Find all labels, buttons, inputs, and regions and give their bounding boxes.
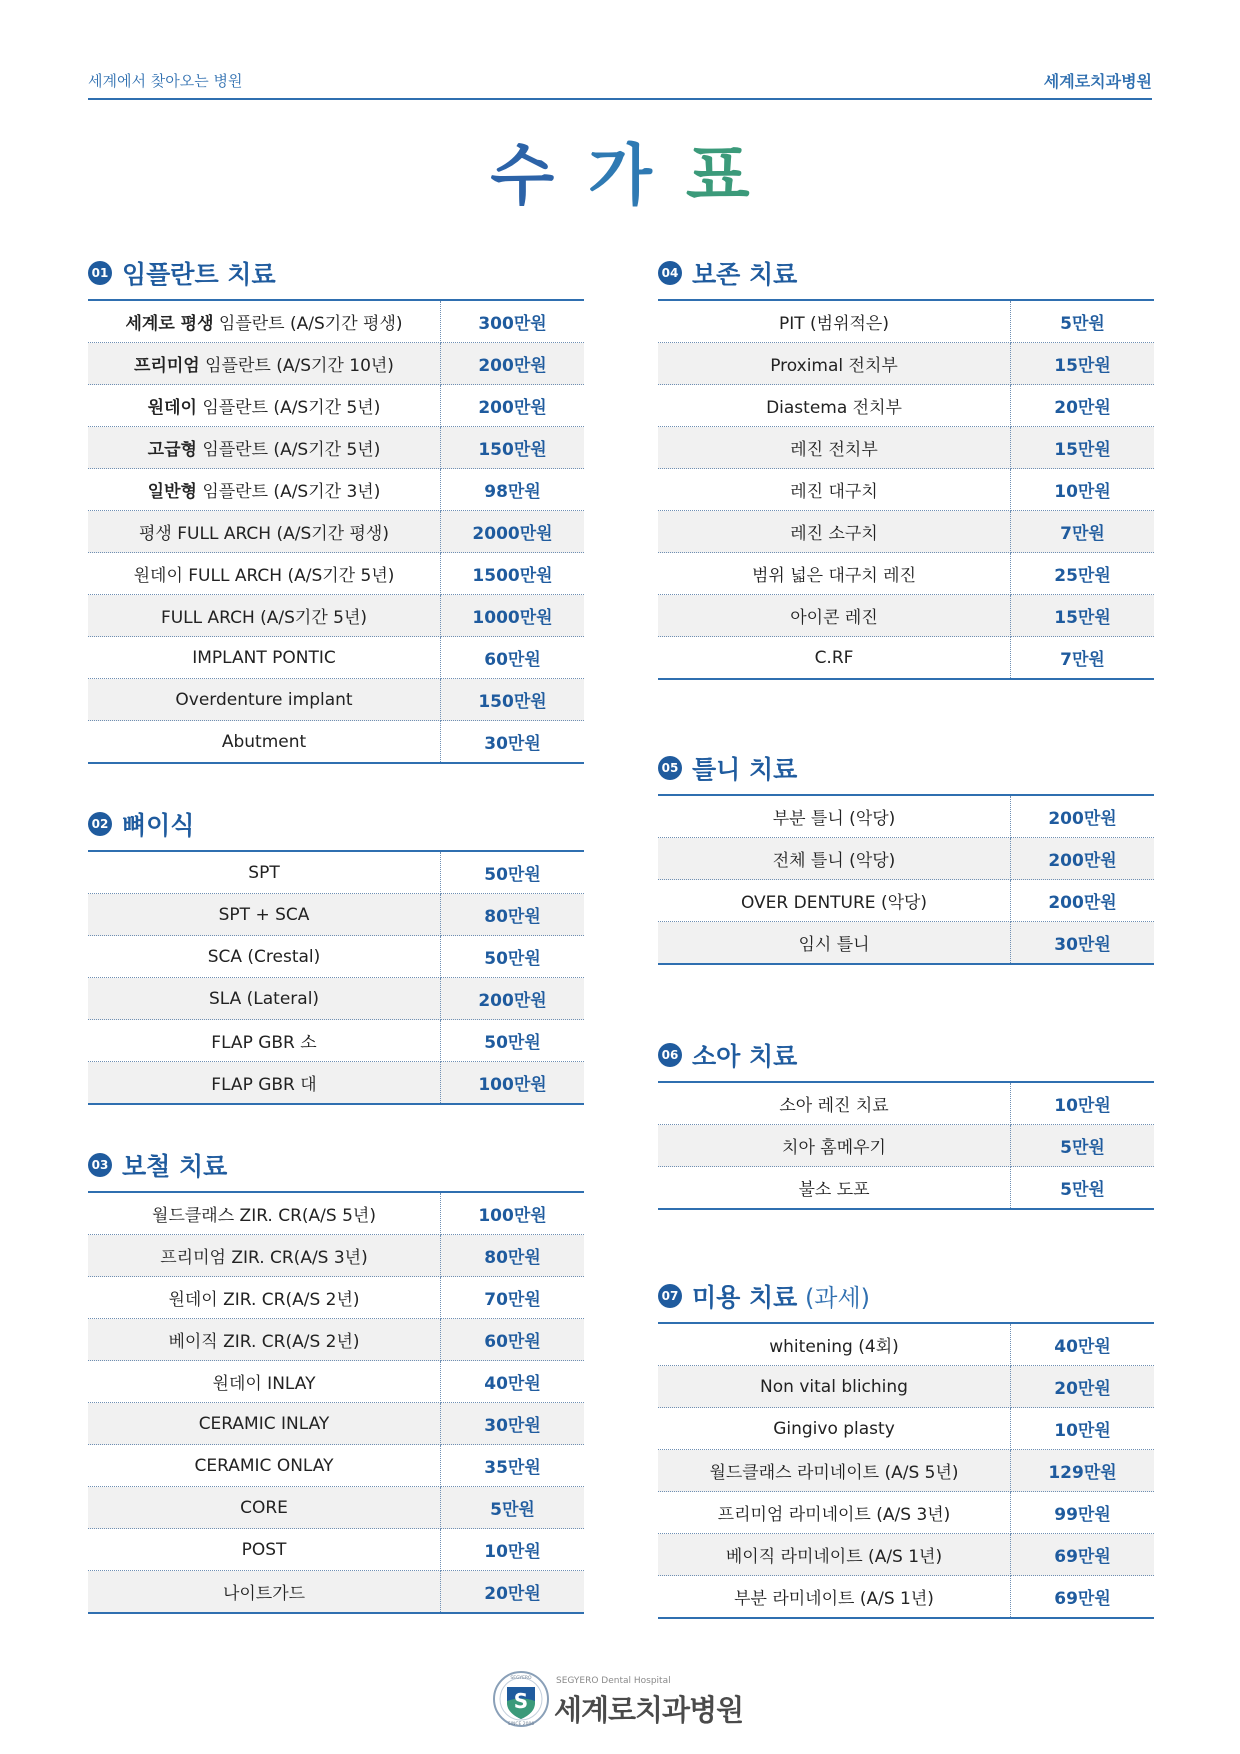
treatment-label: SPT + SCA [218,904,310,925]
treatment-name [88,978,441,1020]
treatment-grade: 프리미엄 [134,356,200,376]
price-row [658,838,1154,880]
section-02 [88,804,584,1105]
page-title-char-1: 수 [490,137,589,214]
treatment-label: SPT [248,862,280,883]
treatment-label: 레진 소구치 [790,524,878,544]
section-title [122,806,194,842]
price-row [88,343,584,385]
treatment-price: 300만원 [441,300,585,343]
section-title [122,255,276,291]
section-number-badge: 02 [88,812,112,836]
treatment-name [658,385,1011,427]
section-title-text: 미용 치료 [692,1283,798,1312]
treatment-grade: 고급형 [147,440,197,460]
price-row [88,1277,584,1319]
treatment-name [88,595,441,637]
treatment-label: 평생 FULL ARCH (A/S기간 평생) [139,524,389,544]
treatment-price: 20만원 [1011,1366,1155,1408]
treatment-label: 원데이 INLAY [212,1374,316,1394]
price-row [88,1192,584,1235]
treatment-label: 전체 틀니 (악당) [772,851,896,871]
price-row [658,1125,1154,1167]
treatment-name [88,637,441,679]
section-title-text: 임플란트 치료 [122,260,276,289]
section-title-text: 틀니 치료 [692,755,798,784]
treatment-name [658,553,1011,595]
treatment-price: 5만원 [441,1487,585,1529]
emblem-bottom-text: SINCE 2006 [507,1722,535,1727]
treatment-label: 임플란트 (A/S기간 평생) [213,314,403,334]
treatment-price: 150만원 [441,427,585,469]
treatment-price: 80만원 [441,1235,585,1277]
section-title [692,255,797,291]
treatment-name [88,1403,441,1445]
treatment-price: 40만원 [1011,1323,1155,1366]
section-06 [658,1035,1154,1210]
treatment-label: FLAP GBR 소 [211,1033,317,1053]
treatment-name [658,1125,1011,1167]
treatment-name [88,1319,441,1361]
price-row [658,595,1154,637]
section-number-badge: 03 [88,1153,112,1177]
treatment-name [88,851,441,894]
price-row [658,427,1154,469]
section-title-text: 보존 치료 [692,260,798,289]
treatment-price: 100만원 [441,1062,585,1105]
treatment-label: SLA (Lateral) [208,988,320,1009]
section-heading [88,1145,584,1191]
treatment-label: 프리미엄 라미네이트 (A/S 3년) [717,1505,951,1525]
price-row [658,469,1154,511]
treatment-label: C.RF [814,647,854,668]
treatment-label: 월드클래스 ZIR. CR(A/S 5년) [152,1206,376,1226]
section-number-badge: 06 [658,1043,682,1067]
treatment-price: 15만원 [1011,343,1155,385]
price-row [658,1408,1154,1450]
footer-english-name: SEGYERO Dental Hospital [556,1676,671,1686]
treatment-label: Overdenture implant [175,689,353,710]
treatment-price: 200만원 [1011,838,1155,880]
treatment-name [658,300,1011,343]
treatment-grade: 세계로 평생 [125,314,214,334]
price-row [658,1167,1154,1210]
treatment-grade: 원데이 [147,398,197,418]
treatment-label: whitening (4회) [769,1337,899,1357]
treatment-label: 임플란트 (A/S기간 5년) [196,440,381,460]
header-tagline: 세계에서 찾아오는 병원 [88,72,243,90]
treatment-price: 200만원 [1011,880,1155,922]
treatment-price: 5만원 [1011,1125,1155,1167]
section-04 [658,253,1154,680]
price-row [658,922,1154,965]
price-row [658,795,1154,838]
treatment-label: CORE [240,1497,288,1518]
treatment-label: 월드클래스 라미네이트 (A/S 5년) [709,1463,959,1483]
price-row [88,936,584,978]
treatment-name [658,469,1011,511]
price-row [88,300,584,343]
section-heading [88,804,584,850]
price-row [88,637,584,679]
treatment-label: CERAMIC ONLAY [194,1455,334,1476]
price-row [88,978,584,1020]
price-row [88,385,584,427]
treatment-label: Gingivo plasty [773,1418,895,1439]
treatment-price: 200만원 [441,385,585,427]
treatment-label: 임플란트 (A/S기간 3년) [196,482,381,502]
treatment-label: 부분 라미네이트 (A/S 1년) [734,1589,934,1609]
treatment-label: 원데이 ZIR. CR(A/S 2년) [168,1290,360,1310]
treatment-name [88,1361,441,1403]
treatment-name [88,679,441,721]
treatment-price: 60만원 [441,637,585,679]
treatment-name [88,1529,441,1571]
section-heading [658,1276,1154,1322]
treatment-label: Non vital bliching [760,1376,908,1397]
price-row [88,1319,584,1361]
section-title-text: 뼈이식 [122,811,195,840]
treatment-label: Diastema 전치부 [766,398,902,418]
treatment-name [658,1323,1011,1366]
treatment-price: 1500만원 [441,553,585,595]
treatment-label: 임시 틀니 [798,935,870,955]
treatment-label: 치아 홈메우기 [782,1138,886,1158]
treatment-price: 100만원 [441,1192,585,1235]
treatment-name [88,1062,441,1105]
treatment-price: 7만원 [1060,650,1105,670]
treatment-name [88,1020,441,1062]
treatment-label: 부분 틀니 (악당) [772,809,896,829]
section-number-badge: 07 [658,1284,682,1308]
treatment-name [88,936,441,978]
treatment-grade: 일반형 [147,482,197,502]
emblem-top-text: SEGYERO [510,1676,532,1681]
treatment-label: OVER DENTURE (악당) [740,893,928,913]
treatment-name [88,343,441,385]
price-row [88,1445,584,1487]
treatment-label: 임플란트 (A/S기간 5년) [196,398,381,418]
treatment-price: 15만원 [1011,595,1155,637]
treatment-label: 베이직 라미네이트 (A/S 1년) [725,1547,943,1567]
treatment-label: 레진 대구치 [790,482,878,502]
treatment-name [658,1366,1011,1408]
treatment-label: 레진 전치부 [790,440,878,460]
treatment-price: 30만원 [484,734,541,754]
treatment-name [658,1082,1011,1125]
price-row [658,1366,1154,1408]
emblem-letter: S [513,1689,529,1713]
section-title [692,1278,870,1314]
treatment-name [658,343,1011,385]
price-row [88,1361,584,1403]
header-hospital-name: 세계로치과병원 [1043,72,1152,91]
treatment-label: IMPLANT PONTIC [192,647,336,668]
treatment-label: 원데이 FULL ARCH (A/S기간 5년) [133,566,395,586]
treatment-price: 98만원 [441,469,585,511]
treatment-label: Abutment [221,731,307,752]
section-title [692,1037,797,1073]
price-row [88,1403,584,1445]
treatment-name [88,1571,441,1614]
price-table [658,794,1154,965]
section-01 [88,253,584,764]
treatment-price: 30만원 [1011,922,1155,965]
treatment-price: 2000만원 [441,511,585,553]
page-header [88,68,1152,100]
treatment-label: 나이트가드 [222,1584,306,1604]
section-title-text: 보철 치료 [122,1152,228,1181]
treatment-name [658,1492,1011,1534]
treatment-label: 범위 넓은 대구치 레진 [751,566,916,586]
section-title-note: (과세) [797,1284,871,1312]
treatment-name [658,427,1011,469]
section-title [122,1147,227,1183]
treatment-price: 5만원 [1011,300,1155,343]
section-07 [658,1276,1154,1619]
price-row [658,637,1154,680]
treatment-price: 35만원 [441,1445,585,1487]
price-row [88,469,584,511]
treatment-name [88,300,441,343]
treatment-price: 200만원 [441,343,585,385]
price-row [88,1487,584,1529]
price-row [88,1020,584,1062]
price-row [658,511,1154,553]
price-row [88,595,584,637]
treatment-label: 불소 도포 [798,1180,870,1200]
treatment-price: 50만원 [441,851,585,894]
hospital-emblem-icon [492,1670,550,1728]
treatment-price: 10만원 [1011,1082,1155,1125]
treatment-name [658,1450,1011,1492]
treatment-price: 200만원 [441,978,585,1020]
treatment-price: 69만원 [1011,1534,1155,1576]
treatment-name [658,922,1011,965]
price-row [88,427,584,469]
treatment-price: 20만원 [441,1571,585,1614]
treatment-price: 50만원 [441,936,585,978]
treatment-price: 80만원 [441,894,585,936]
treatment-price: 30만원 [441,1403,585,1445]
treatment-name [88,1445,441,1487]
treatment-price: 15만원 [1011,427,1155,469]
treatment-name [88,721,441,764]
treatment-label: 소아 레진 치료 [779,1096,889,1116]
price-table [658,1081,1154,1210]
treatment-name [658,838,1011,880]
treatment-price: 40만원 [441,1361,585,1403]
treatment-label: CERAMIC INLAY [198,1413,330,1434]
treatment-name [658,595,1011,637]
price-row [88,553,584,595]
price-row [88,851,584,894]
price-row [658,880,1154,922]
treatment-label: FLAP GBR 대 [211,1075,317,1095]
treatment-name [88,1192,441,1235]
treatment-name [88,511,441,553]
treatment-price: 25만원 [1011,553,1155,595]
treatment-name [88,553,441,595]
price-table [658,1322,1154,1619]
price-table [88,1191,584,1614]
price-row [88,894,584,936]
price-row [88,1529,584,1571]
treatment-label: POST [241,1539,287,1560]
treatment-name [88,1277,441,1319]
treatment-name [88,385,441,427]
price-row [88,1571,584,1614]
price-row [658,1492,1154,1534]
treatment-label: Proximal 전치부 [770,356,898,376]
treatment-price: 200만원 [1011,795,1155,838]
section-title-text: 소아 치료 [692,1042,798,1071]
treatment-price: 1000만원 [441,595,585,637]
page-title-char-2: 가 [588,137,686,214]
treatment-price: 129만원 [1011,1450,1155,1492]
treatment-price: 60만원 [441,1319,585,1361]
section-heading [658,1035,1154,1081]
section-05 [658,748,1154,965]
treatment-name [88,1235,441,1277]
treatment-name [658,1576,1011,1619]
footer-logo [492,1668,752,1732]
section-title [692,750,797,786]
price-row [658,553,1154,595]
treatment-price: 99만원 [1011,1492,1155,1534]
section-number-badge: 05 [658,756,682,780]
treatment-name [88,427,441,469]
footer-hospital-name: 세계로치과병원 [554,1693,744,1727]
price-table [658,299,1154,680]
price-table [88,850,584,1105]
section-03 [88,1145,584,1614]
treatment-price: 69만원 [1054,1589,1111,1609]
section-heading [658,748,1154,794]
treatment-price: 10만원 [1011,1408,1155,1450]
price-row [658,1534,1154,1576]
treatment-name [658,1534,1011,1576]
treatment-label: 베이직 ZIR. CR(A/S 2년) [168,1332,360,1352]
treatment-name [658,637,1011,680]
price-row [88,679,584,721]
price-table [88,299,584,764]
treatment-price: 150만원 [441,679,585,721]
page-title [0,122,1240,217]
treatment-label: 임플란트 (A/S기간 10년) [199,356,394,376]
treatment-label: SCA (Crestal) [207,946,321,967]
treatment-price: 7만원 [1011,511,1155,553]
treatment-label: FULL ARCH (A/S기간 5년) [160,608,368,628]
price-row [658,385,1154,427]
treatment-price: 70만원 [441,1277,585,1319]
price-row [88,1235,584,1277]
section-heading [658,253,1154,299]
price-row [88,511,584,553]
section-number-badge: 01 [88,261,112,285]
treatment-name [88,894,441,936]
treatment-name [88,469,441,511]
treatment-name [658,1167,1011,1210]
price-row [658,343,1154,385]
treatment-name [88,1487,441,1529]
treatment-name [658,1408,1011,1450]
price-row [658,300,1154,343]
treatment-name [658,511,1011,553]
page-title-char-3: 표 [685,137,784,214]
treatment-price: 50만원 [441,1020,585,1062]
price-row [658,1082,1154,1125]
treatment-price: 20만원 [1011,385,1155,427]
price-row [658,1576,1154,1619]
price-row [88,721,584,764]
price-row [88,1062,584,1105]
section-number-badge: 04 [658,261,682,285]
treatment-price: 10만원 [441,1529,585,1571]
treatment-label: 프리미엄 ZIR. CR(A/S 3년) [160,1248,368,1268]
treatment-label: PIT (범위적은) [778,314,889,334]
treatment-label: 아이콘 레진 [790,608,878,628]
treatment-price: 10만원 [1011,469,1155,511]
treatment-name [658,880,1011,922]
treatment-price: 5만원 [1060,1180,1105,1200]
price-row [658,1323,1154,1366]
section-heading [88,253,584,299]
price-row [658,1450,1154,1492]
treatment-name [658,795,1011,838]
